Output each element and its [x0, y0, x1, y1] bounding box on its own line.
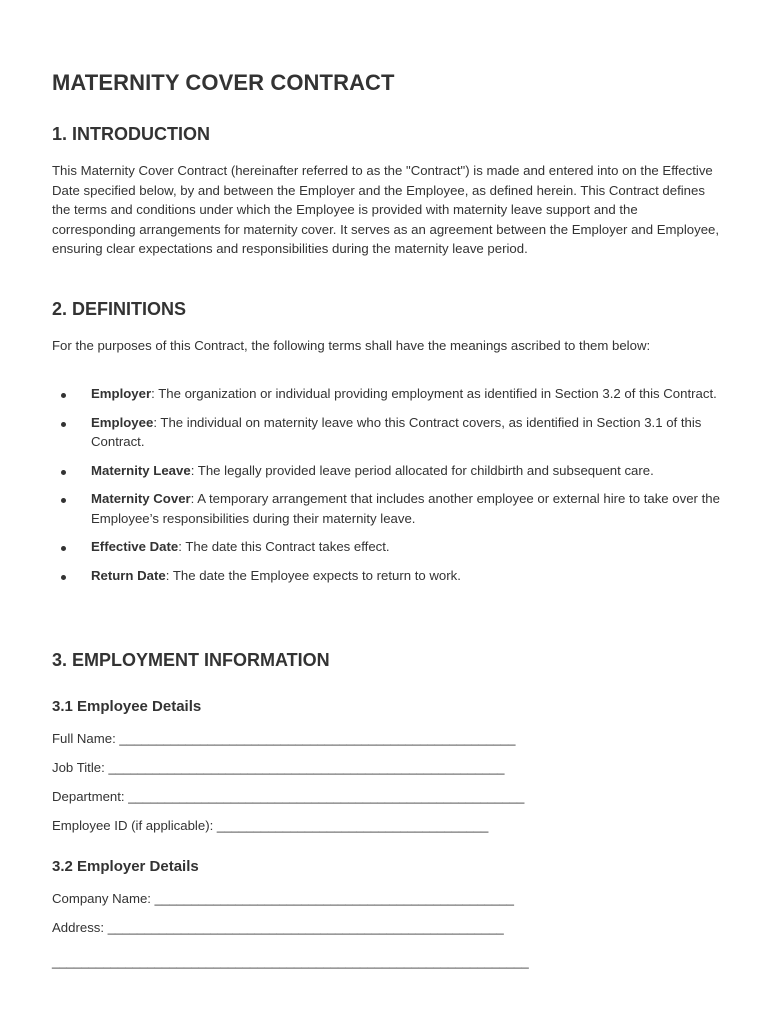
definition-item-maternity-cover: [52, 489, 722, 528]
definition-term: Employer: [91, 386, 152, 401]
definition-term: Maternity Leave: [91, 462, 191, 478]
introduction-text: This Maternity Cover Contract (hereinafter referred to as the "Contract") is made and entered into on the Effective Date specified below, by and between the Employer and the Employee, as defined herein. This Contract defines the terms and conditions under which the Employee is provided with maternity leave support and the corresponding arrangements for maternity cover. It serves as an agreement between the Employer and Employee, ensuring clear expectations and responsibilities during the maternity leave period.: [52, 163, 720, 256]
definition-term: Maternity Cover: [91, 491, 191, 506]
address-field[interactable]: [52, 918, 504, 938]
field-blank-line[interactable]: ______________________________________________________: [107, 920, 504, 935]
field-blank-line[interactable]: ______________________________________________________: [128, 789, 525, 804]
bullet-icon: [61, 498, 66, 503]
full-name-field[interactable]: [52, 729, 515, 749]
definition-item-maternity-leave: [52, 461, 722, 481]
bullet-icon: [61, 546, 66, 551]
field-blank-line[interactable]: _____________________________________: [216, 818, 489, 833]
employment-information-heading: 3. EMPLOYMENT INFORMATION: [52, 650, 330, 670]
employee-id-field[interactable]: [52, 816, 488, 836]
job-title-field[interactable]: [52, 758, 505, 778]
field-label: Employee ID (if applicable):: [52, 818, 217, 833]
bullet-icon: [61, 422, 66, 427]
bullet-icon: [61, 575, 66, 580]
definition-term: Return Date: [91, 567, 166, 583]
address-continuation-line[interactable]: _________________________________________________________________: [52, 954, 529, 969]
employer-details-heading: 3.2 Employer Details: [52, 858, 199, 875]
bullet-icon: [61, 470, 66, 475]
definition-item-employee: [52, 413, 722, 452]
field-label: Department:: [52, 789, 129, 804]
field-label: Job Title:: [52, 760, 109, 775]
definition-term: Effective Date: [91, 539, 179, 554]
field-blank-line[interactable]: _________________________________________________: [154, 891, 514, 906]
field-label: Address:: [52, 920, 108, 935]
definition-text: : A temporary arrangement that includes another employee or external hire to take over the Employee’s responsibilities during their maternity leave.: [91, 491, 720, 526]
document-title: MATERNITY COVER CONTRACT: [52, 70, 395, 95]
definitions-list: [52, 384, 722, 585]
definition-item-employer: [52, 384, 722, 404]
field-label: Company Name:: [52, 891, 155, 906]
definition-text: : The date this Contract takes effect.: [178, 539, 390, 554]
definition-item-effective-date: [52, 537, 722, 557]
department-field[interactable]: [52, 787, 524, 807]
field-label: Full Name:: [52, 731, 120, 746]
definition-text: : The organization or individual providing employment as identified in Section 3.2 of this Contract.: [151, 386, 717, 401]
definitions-intro: For the purposes of this Contract, the following terms shall have the meanings ascribed to them below:: [52, 338, 651, 353]
definitions-heading: 2. DEFINITIONS: [52, 299, 187, 319]
bullet-icon: [61, 393, 66, 398]
definition-item-return-date: [52, 566, 722, 586]
definition-text: : The legally provided leave period allocated for childbirth and subsequent care.: [190, 462, 654, 478]
field-blank-line[interactable]: ______________________________________________________: [108, 760, 505, 775]
company-name-field[interactable]: [52, 889, 514, 909]
definition-text: : The individual on maternity leave who this Contract covers, as identified in Section 3.1 of this Contract.: [91, 414, 702, 449]
definition-text: : The date the Employee expects to return to work.: [165, 567, 461, 583]
definition-term: Employee: [91, 414, 154, 430]
field-blank-line[interactable]: ______________________________________________________: [119, 731, 516, 746]
employee-details-heading: 3.1 Employee Details: [52, 698, 202, 715]
introduction-heading: 1. INTRODUCTION: [52, 124, 211, 144]
